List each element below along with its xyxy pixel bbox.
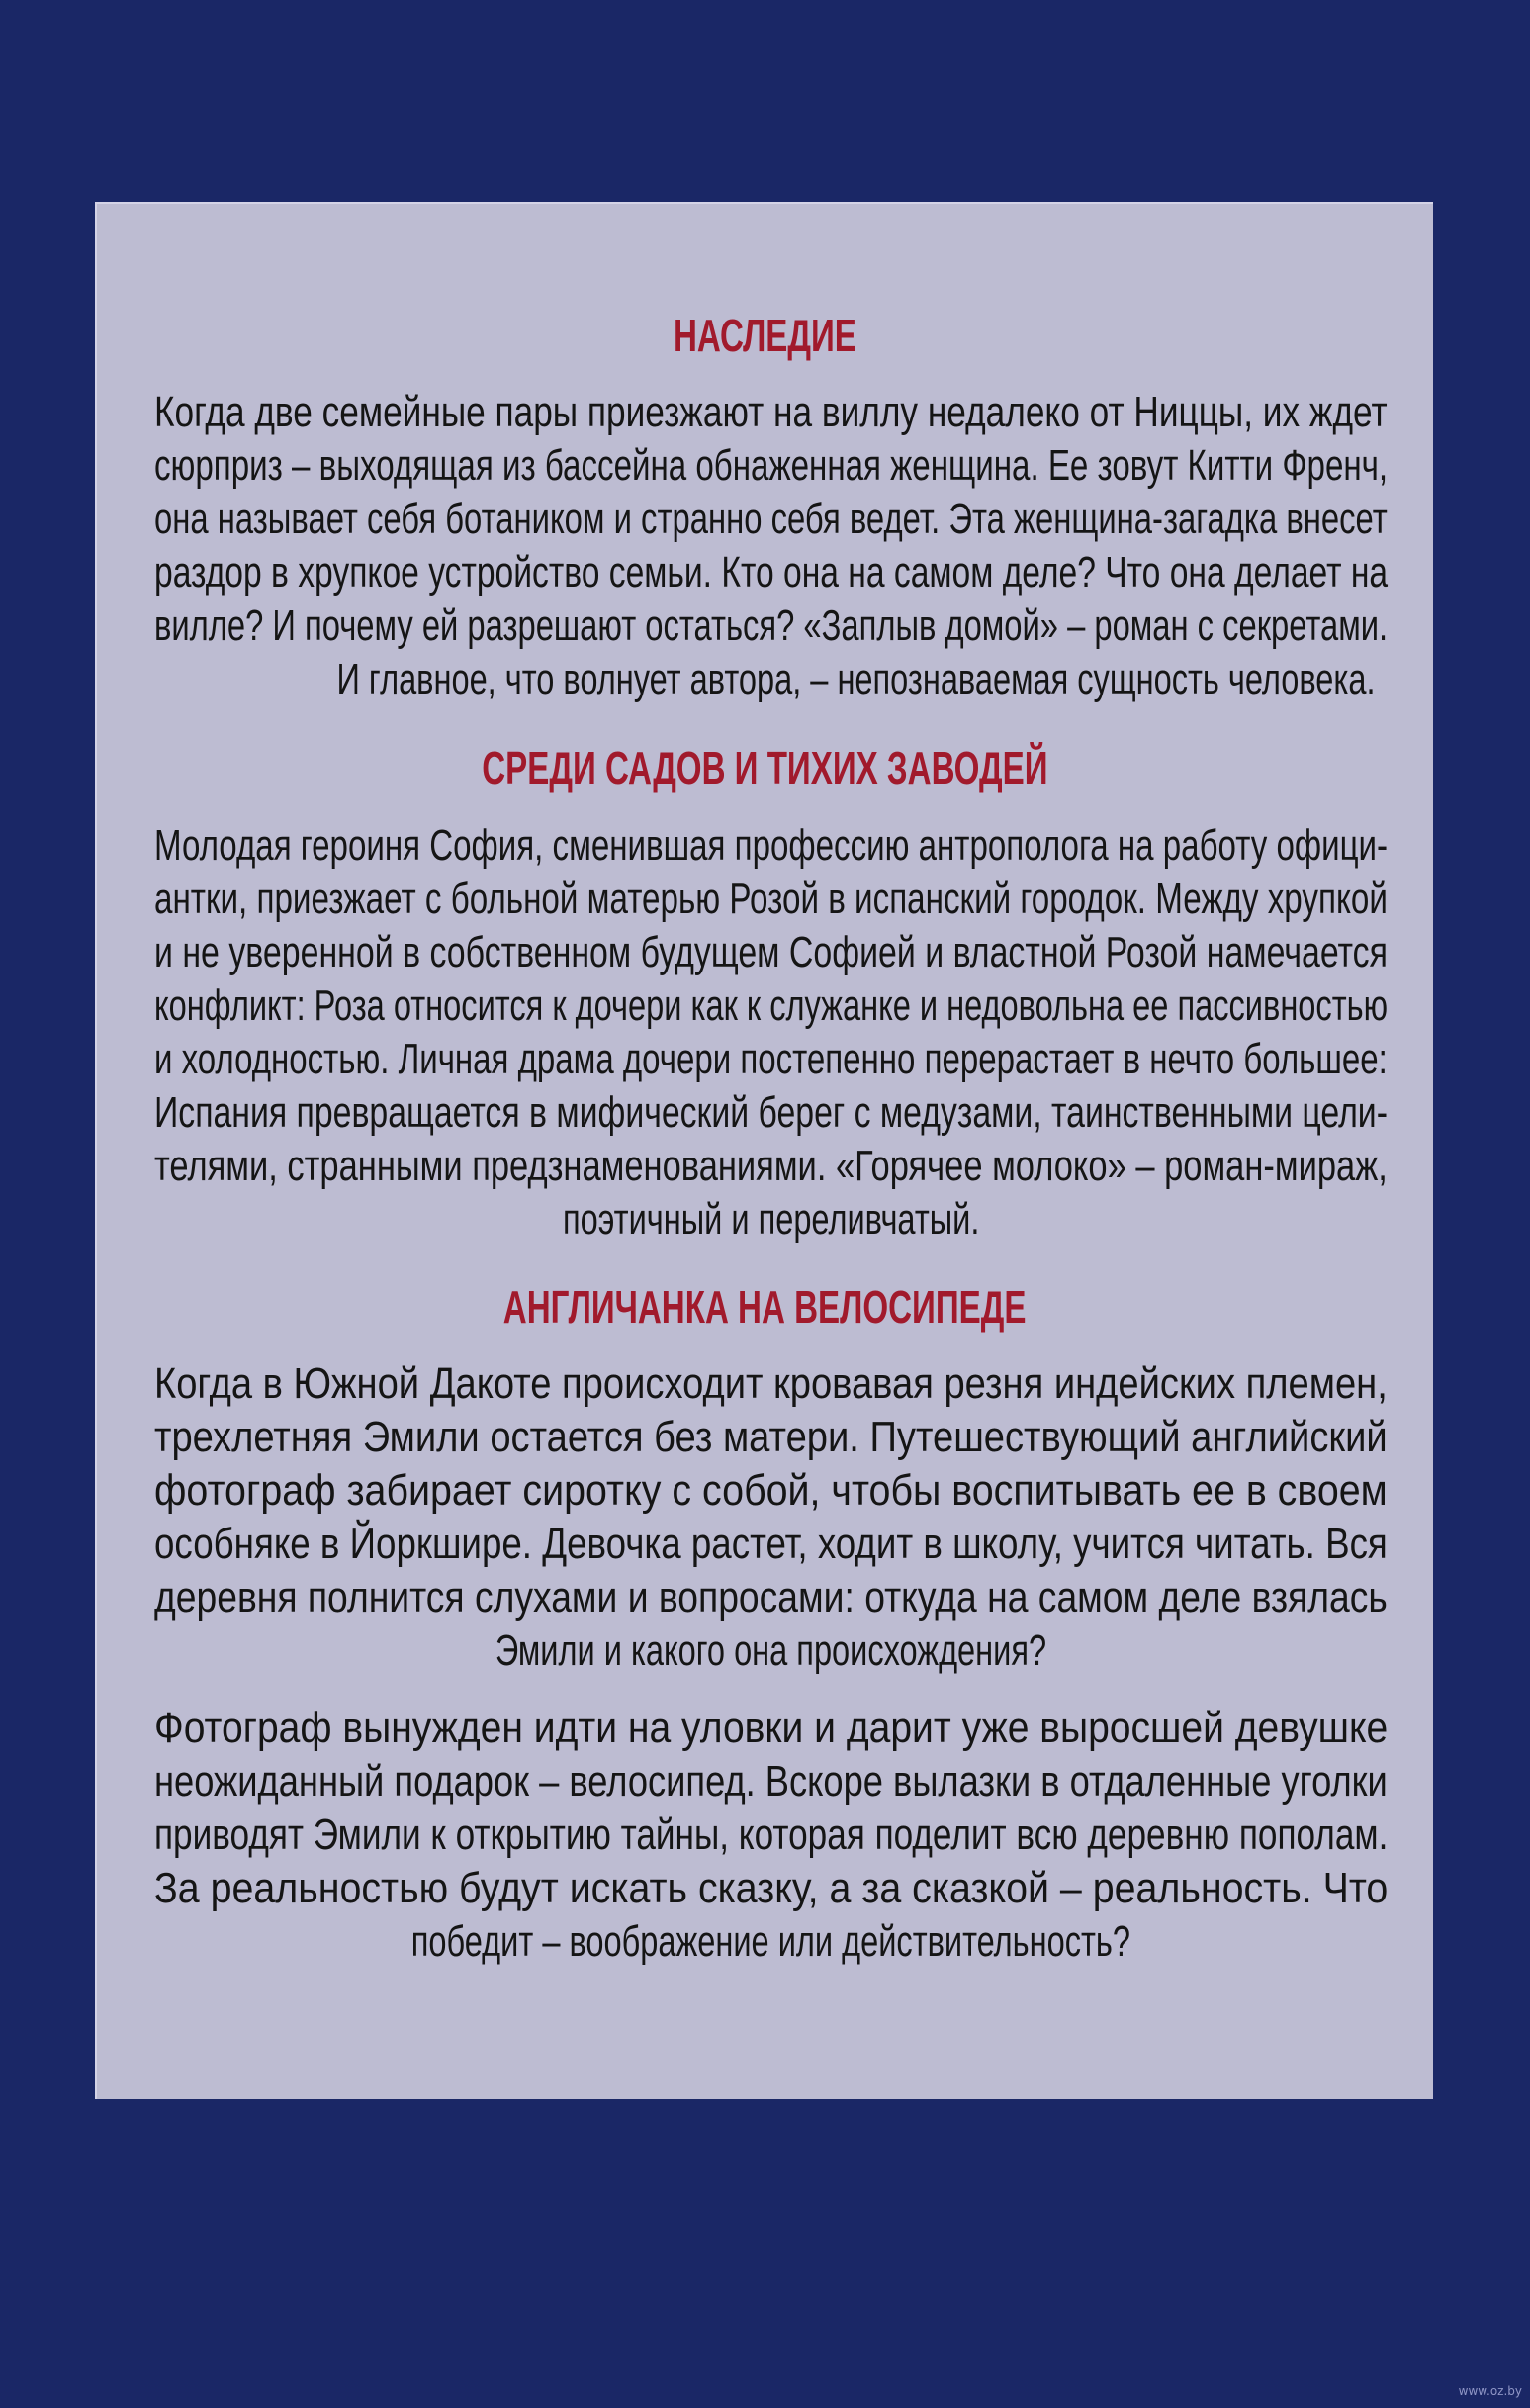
text-line: деревня полнится слухами и вопросами: откуда на самом деле взялась xyxy=(154,1573,1388,1621)
text-line: и не уверенной в собственном будущем Софией и властной Розой намечается xyxy=(154,928,1388,976)
text-line: вилле? И почему ей разрешают остаться? «Заплыв домой» – роман с секретами. xyxy=(154,602,1389,650)
text-line-last: Эмили и какого она происхождения? xyxy=(495,1626,1047,1675)
text-line: неожиданный подарок – велосипед. Вскоре вылазки в отдаленные уголки xyxy=(154,1757,1388,1806)
text-line: сюрприз – выходящая из бассейна обнаженная женщина. Ее зовут Китти Френч, xyxy=(154,441,1389,490)
text-line: Когда две семейные пары приезжают на виллу недалеко от Ниццы, их ждет xyxy=(154,388,1388,436)
section-title: СРЕДИ САДОВ И ТИХИХ ЗАВОДЕЙ xyxy=(482,742,1048,793)
text-line-last: поэтичный и переливчатый. xyxy=(562,1195,980,1244)
text-line: особняке в Йоркшире. Девочка растет, ходит в школу, учится читать. Вся xyxy=(154,1520,1388,1568)
text-line-last: И главное, что волнует автора, – непознаваемая сущность человека. xyxy=(336,655,1376,703)
text-line: она называет себя ботаником и странно себя ведет. Эта женщина-загадка внесет xyxy=(154,495,1388,543)
text-line: телями, странными предзнаменованиями. «Горячее молоко» – роман-мираж, xyxy=(154,1142,1388,1190)
text-line: и холодностью. Личная драма дочери постепенно перерастает в нечто большее: xyxy=(154,1035,1388,1083)
text-line: трехлетняя Эмили остается без матери. Путешествующий английский xyxy=(154,1413,1388,1461)
text-line: Молодая героиня София, сменившая профессию антрополога на работу офици- xyxy=(154,821,1389,870)
text-line: Когда в Южной Дакоте происходит кровавая резня индейских племен, xyxy=(154,1359,1388,1408)
section-title: АНГЛИЧАНКА НА ВЕЛОСИПЕДЕ xyxy=(503,1281,1027,1333)
text-line: антки, приезжает с больной матерью Розой в испанский городок. Между хрупкой xyxy=(154,875,1388,923)
text-line: раздор в хрупкое устройство семьи. Кто она на самом деле? Что она делает на xyxy=(154,548,1389,597)
text-line: фотограф забирает сиротку с собой, чтобы воспитывать ее в своем xyxy=(154,1466,1388,1515)
text-panel xyxy=(95,202,1433,2099)
section-title: НАСЛЕДИЕ xyxy=(674,310,856,361)
text-line: За реальностью будут искать сказку, а за сказкой – реальность. Что xyxy=(154,1864,1389,1912)
text-line-last: победит – воображение или действительность? xyxy=(410,1917,1131,1966)
text-line: Фотограф вынужден идти на уловки и дарит уже выросшей девушке xyxy=(154,1704,1389,1752)
text-line: Испания превращается в мифический берег с медузами, таинственными цели- xyxy=(154,1088,1388,1137)
text-line: конфликт: Роза относится к дочери как к служанке и недовольна ее пассивностью xyxy=(154,981,1389,1030)
text-line: приводят Эмили к открытию тайны, которая поделит всю деревню пополам. xyxy=(154,1810,1389,1859)
watermark: www.oz.by xyxy=(1458,2384,1522,2398)
